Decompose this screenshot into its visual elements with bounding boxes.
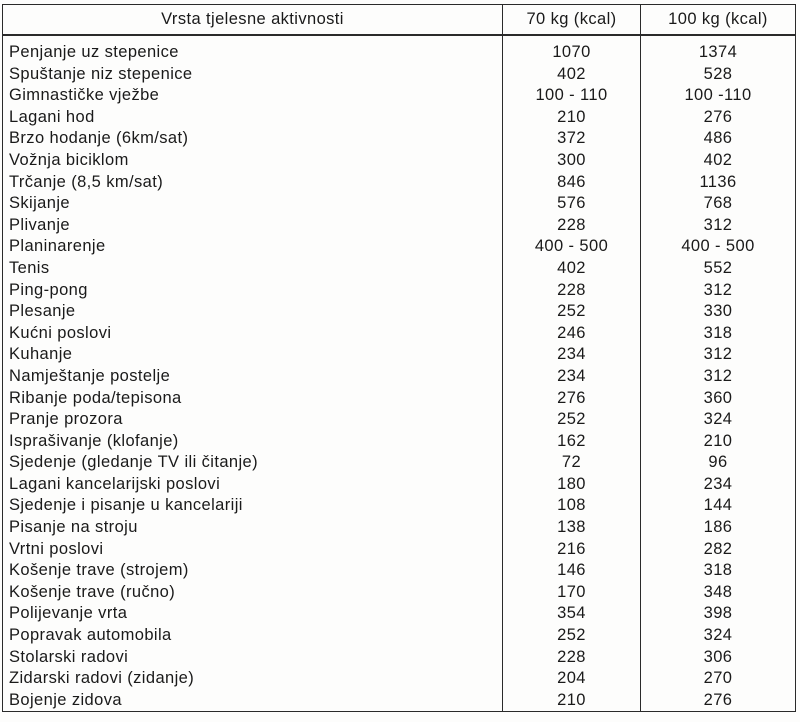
activity-cell: Plesanje: [3, 301, 503, 323]
kcal-70kg-cell: 400 - 500: [503, 236, 641, 258]
kcal-100kg-cell: 324: [641, 409, 796, 431]
kcal-100kg-cell: 186: [641, 517, 796, 539]
table-row: [3, 388, 796, 410]
table-row: [3, 85, 796, 107]
kcal-70kg-cell: 234: [503, 344, 641, 366]
kcal-100kg-cell: 270: [641, 668, 796, 690]
kcal-70kg-cell: 402: [503, 64, 641, 86]
table-row: [3, 603, 796, 625]
activity-cell: Sjedenje (gledanje TV ili čitanje): [3, 452, 503, 474]
kcal-100kg-cell: 400 - 500: [641, 236, 796, 258]
table-row: [3, 236, 796, 258]
table-row: [3, 495, 796, 517]
kcal-100kg-cell: 486: [641, 128, 796, 150]
kcal-70kg-cell: 846: [503, 172, 641, 194]
kcal-70kg-cell: 576: [503, 193, 641, 215]
kcal-70kg-cell: 252: [503, 409, 641, 431]
activity-cell: Pranje prozora: [3, 409, 503, 431]
kcal-70kg-cell: 228: [503, 280, 641, 302]
kcal-70kg-cell: 108: [503, 495, 641, 517]
table-row: [3, 690, 796, 712]
kcal-70kg-cell: 216: [503, 539, 641, 561]
activity-cell: Kućni poslovi: [3, 323, 503, 345]
activity-cell: Stolarski radovi: [3, 647, 503, 669]
table-row: [3, 668, 796, 690]
activity-cell: Gimnastičke vježbe: [3, 85, 503, 107]
kcal-70kg-cell: 252: [503, 625, 641, 647]
table-row: [3, 215, 796, 237]
table-row: [3, 301, 796, 323]
kcal-100kg-cell: 1374: [641, 35, 796, 64]
activity-cell: Ribanje poda/tepisona: [3, 388, 503, 410]
kcal-100kg-cell: 398: [641, 603, 796, 625]
kcal-100kg-cell: 312: [641, 280, 796, 302]
kcal-70kg-cell: 210: [503, 107, 641, 129]
kcal-100kg-cell: 306: [641, 647, 796, 669]
kcal-70kg-cell: 252: [503, 301, 641, 323]
activity-cell: Spuštanje niz stepenice: [3, 64, 503, 86]
table-row: [3, 539, 796, 561]
kcal-70kg-cell: 402: [503, 258, 641, 280]
header-100kg: 100 kg (kcal): [641, 5, 796, 36]
activity-cell: Pisanje na stroju: [3, 517, 503, 539]
kcal-70kg-cell: 246: [503, 323, 641, 345]
kcal-100kg-cell: 234: [641, 474, 796, 496]
kcal-100kg-cell: 768: [641, 193, 796, 215]
activity-cell: Košenje trave (strojem): [3, 560, 503, 582]
kcal-70kg-cell: 170: [503, 582, 641, 604]
table-row: [3, 474, 796, 496]
kcal-100kg-cell: 282: [641, 539, 796, 561]
table-body: [3, 35, 796, 712]
activity-cell: Namještanje postelje: [3, 366, 503, 388]
table-row: [3, 280, 796, 302]
kcal-70kg-cell: 228: [503, 215, 641, 237]
kcal-100kg-cell: 360: [641, 388, 796, 410]
activity-cell: Ping-pong: [3, 280, 503, 302]
table-row: [3, 128, 796, 150]
kcal-70kg-cell: 228: [503, 647, 641, 669]
activity-cell: Brzo hodanje (6km/sat): [3, 128, 503, 150]
kcal-100kg-cell: 330: [641, 301, 796, 323]
kcal-100kg-cell: 528: [641, 64, 796, 86]
kcal-70kg-cell: 210: [503, 690, 641, 712]
kcal-70kg-cell: 1070: [503, 35, 641, 64]
kcal-70kg-cell: 354: [503, 603, 641, 625]
table-row: [3, 431, 796, 453]
activity-cell: Skijanje: [3, 193, 503, 215]
table-row: [3, 452, 796, 474]
kcal-70kg-cell: 146: [503, 560, 641, 582]
kcal-100kg-cell: 318: [641, 323, 796, 345]
table-row: [3, 366, 796, 388]
activity-cell: Vožnja biciklom: [3, 150, 503, 172]
table-row: [3, 582, 796, 604]
table-row: [3, 409, 796, 431]
table-row: [3, 344, 796, 366]
kcal-70kg-cell: 300: [503, 150, 641, 172]
kcal-100kg-cell: 312: [641, 366, 796, 388]
kcal-100kg-cell: 276: [641, 690, 796, 712]
kcal-100kg-cell: 144: [641, 495, 796, 517]
kcal-100kg-cell: 324: [641, 625, 796, 647]
table-row: [3, 647, 796, 669]
table-row: [3, 35, 796, 64]
activity-cell: Trčanje (8,5 km/sat): [3, 172, 503, 194]
kcal-100kg-cell: 96: [641, 452, 796, 474]
kcal-100kg-cell: 552: [641, 258, 796, 280]
kcal-70kg-cell: 180: [503, 474, 641, 496]
kcal-100kg-cell: 312: [641, 215, 796, 237]
kcal-70kg-cell: 138: [503, 517, 641, 539]
kcal-70kg-cell: 162: [503, 431, 641, 453]
activity-cell: Bojenje zidova: [3, 690, 503, 712]
activity-cell: Vrtni poslovi: [3, 539, 503, 561]
kcal-70kg-cell: 100 - 110: [503, 85, 641, 107]
activity-cell: Lagani kancelarijski poslovi: [3, 474, 503, 496]
calorie-table: [2, 4, 796, 712]
table-row: [3, 625, 796, 647]
activity-cell: Planinarenje: [3, 236, 503, 258]
header-activity: Vrsta tjelesne aktivnosti: [3, 5, 503, 36]
kcal-100kg-cell: 348: [641, 582, 796, 604]
activity-cell: Penjanje uz stepenice: [3, 35, 503, 64]
activity-cell: Polijevanje vrta: [3, 603, 503, 625]
activity-cell: Tenis: [3, 258, 503, 280]
table-row: [3, 150, 796, 172]
activity-cell: Kuhanje: [3, 344, 503, 366]
kcal-70kg-cell: 372: [503, 128, 641, 150]
table-header: [3, 5, 796, 36]
kcal-70kg-cell: 234: [503, 366, 641, 388]
activity-cell: Sjedenje i pisanje u kancelariji: [3, 495, 503, 517]
kcal-100kg-cell: 276: [641, 107, 796, 129]
table-row: [3, 258, 796, 280]
kcal-100kg-cell: 210: [641, 431, 796, 453]
activity-cell: Popravak automobila: [3, 625, 503, 647]
activity-cell: Zidarski radovi (zidanje): [3, 668, 503, 690]
activity-cell: Lagani hod: [3, 107, 503, 129]
table-row: [3, 560, 796, 582]
table-row: [3, 517, 796, 539]
kcal-100kg-cell: 1136: [641, 172, 796, 194]
kcal-100kg-cell: 402: [641, 150, 796, 172]
header-70kg: 70 kg (kcal): [503, 5, 641, 36]
kcal-100kg-cell: 318: [641, 560, 796, 582]
kcal-70kg-cell: 204: [503, 668, 641, 690]
table-row: [3, 172, 796, 194]
table-row: [3, 64, 796, 86]
header-row: [3, 5, 796, 36]
activity-cell: Plivanje: [3, 215, 503, 237]
kcal-70kg-cell: 276: [503, 388, 641, 410]
activity-cell: Košenje trave (ručno): [3, 582, 503, 604]
kcal-100kg-cell: 312: [641, 344, 796, 366]
table-row: [3, 107, 796, 129]
table-row: [3, 193, 796, 215]
kcal-70kg-cell: 72: [503, 452, 641, 474]
activity-cell: Isprašivanje (klofanje): [3, 431, 503, 453]
table-row: [3, 323, 796, 345]
kcal-100kg-cell: 100 -110: [641, 85, 796, 107]
